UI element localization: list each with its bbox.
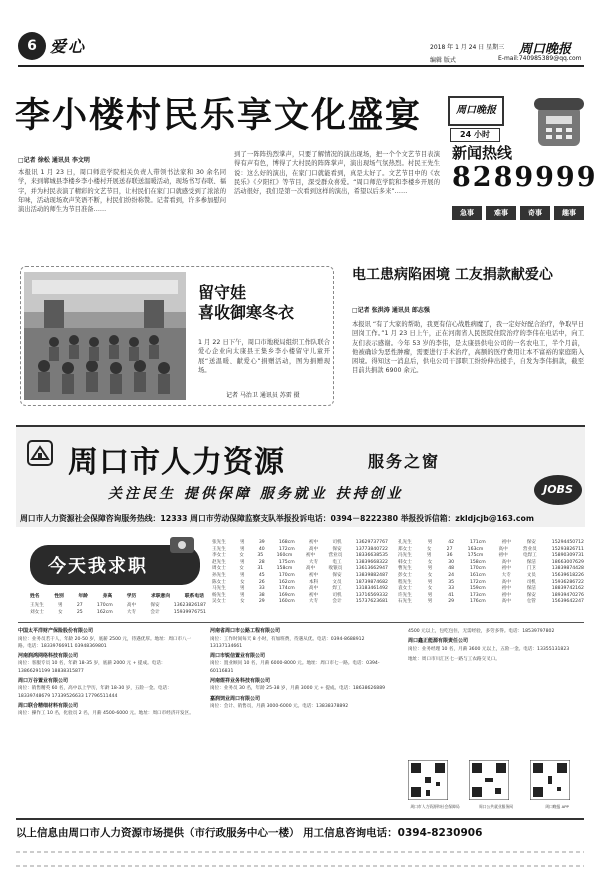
job-seeker-cell: 13839882487 xyxy=(355,572,388,578)
job-seeker-cell: 保安 xyxy=(332,572,342,578)
job-seeker-cell: 13629737767 xyxy=(355,540,388,545)
job-seeker-cell: 初中 xyxy=(501,566,511,572)
main-story-col1: 本报讯 1 月 23 日，周口师范学院相关负责人带领书法家和 30 余名同学，来到郸城县李楼乡李小楼村开展送春联送温暖活动，现场书写春联、福字，并为村民表演了精彩的文艺节目，让村民们在家门口就感受到了浓浓的年味，活动现场欢声笑语不断，村民们纷纷称赞。记者看到，许多参加慰问演出活动的师生为节目准备…… xyxy=(18,169,226,214)
job-seeker-cell: 男 xyxy=(427,599,433,605)
newspaper-brand: 周口晚报 xyxy=(519,42,572,57)
job-seeker-cell: 孙先生 xyxy=(212,572,226,578)
children-receiving-coats-photo xyxy=(24,272,186,400)
hotline-ad xyxy=(448,96,598,228)
job-seeker-cell: 吴女士 xyxy=(212,599,226,605)
job-seeker-cell: 35 xyxy=(448,579,455,585)
col-age: 年龄 xyxy=(78,594,88,599)
job-seeker-cell: 170cm xyxy=(278,572,295,578)
job-seeker-cell: 保安 xyxy=(526,540,536,545)
job-table-right xyxy=(398,540,584,606)
job-seeker-cell: 女 xyxy=(426,546,432,552)
job-seeker-cell: 171cm xyxy=(469,540,486,545)
job-seeker-cell: 保安 xyxy=(332,546,342,552)
hotline-tag: 急事 xyxy=(452,206,482,220)
job-seeker-row xyxy=(398,573,584,580)
main-headline: 李小楼村民乐享文化盛宴 xyxy=(15,95,423,136)
job-seeker-cell: 保洁 xyxy=(526,586,536,592)
job-seeker-cell: 袁女士 xyxy=(398,586,412,592)
job-seeker-cell: 170cm xyxy=(96,603,113,608)
job-seeker-cell: 160cm xyxy=(278,599,295,605)
job-seeker-row xyxy=(398,566,584,573)
banner-title: 周口市人力资源 xyxy=(68,445,285,480)
hr-service-banner xyxy=(16,425,585,527)
qr-code-icon[interactable] xyxy=(408,760,448,800)
company-details: 4500 元以上，包吃包住，无需经验，多劳多得。电话：18539797802 xyxy=(408,629,555,634)
company-details: 岗位：会计、销售员，月薪 3000-6000 元。电话：13838378892 xyxy=(210,704,349,710)
hotline-number: 8289999 xyxy=(452,162,598,193)
job-seeker-cell: 163cm xyxy=(467,546,484,552)
job-seeker-cell: 电焊工 xyxy=(522,553,537,559)
job-seeker-cell: 27 xyxy=(76,603,83,608)
job-seeker-cell: 女 xyxy=(240,599,245,605)
job-seeker-cell: 初中 xyxy=(308,592,319,598)
job-seeker-cell: 本科 xyxy=(308,579,319,585)
col-name: 姓名 xyxy=(30,594,40,599)
photo-story-title-line2: 喜收御寒冬衣 xyxy=(198,303,295,322)
job-seeker-cell: 161cm xyxy=(469,572,486,578)
col-intention: 求职意向 xyxy=(150,594,171,599)
hotline-24h-badge: 24 小时 xyxy=(450,128,500,142)
hotline-title: 新闻热线 xyxy=(452,144,513,162)
job-seeker-cell: 160cm xyxy=(276,553,293,559)
job-seeker-cell: 马先生 xyxy=(212,586,226,592)
donate-story-body: 本报讯 “有了大家的帮助，我更有信心战胜病魔了，我一定好好配合治疗，争取早日回岗工作。”1 月 23 日上午，正在河南省人民医院住院治疗的李伟在电话中，向工友们表示感谢。今年 53 岁的李伟，是太康县供电公司的一名农电工，半个月前，他被确诊为恶性肿瘤，需要进行手术治疗，高额的医疗费用让本不富裕的家庭陷入困境。得知这一消息后，供电公司干部职工纷纷伸出援手，自发为李伟捐款，截至目前共捐款 6900 余元。 xyxy=(352,321,584,375)
job-seeker-cell: 29 xyxy=(448,599,455,605)
job-seeker-cell: 40 xyxy=(258,546,265,552)
hotline-tag: 奇事 xyxy=(520,206,550,220)
company-listing xyxy=(408,628,586,635)
job-seeker-row xyxy=(212,586,388,593)
job-seeker-cell: 男 xyxy=(240,559,245,565)
company-details: 岗位：业务经理 10 名，月薪 3600 元以上，五险一金。电话：13355131823 xyxy=(408,646,570,652)
job-seeker-row xyxy=(212,566,388,573)
job-table-left xyxy=(30,603,206,616)
job-seeker-cell: 15737623681 xyxy=(355,599,388,605)
section-divider xyxy=(18,622,584,623)
job-seeker-cell: 大专 xyxy=(308,559,319,565)
photo-caption: 1 月 22 日下午，周口市地税局组织工作队联合爱心企业向太康县王集乡李小楼留守儿童开展“送温暖、献爱心”捐赠活动，图为捐赠现场。 xyxy=(198,339,330,374)
col-gender: 性别 xyxy=(54,594,64,599)
job-logo-text: 今天我求职 xyxy=(48,556,148,577)
company-listing xyxy=(18,703,196,718)
header-rule xyxy=(18,65,584,67)
job-seeker-cell: 15639642247 xyxy=(551,599,584,605)
job-seeker-cell: 男 xyxy=(240,540,245,545)
banner-slogan: 关注民生 提供保障 服务就业 扶持创业 xyxy=(108,486,404,502)
job-seeker-cell: 男 xyxy=(426,553,432,559)
donate-byline: □记者 张洪涛 通讯员 郎志强 xyxy=(352,307,430,314)
company-name: 嘉润饲业周口有限公司 xyxy=(210,695,261,702)
job-seeker-cell: 41 xyxy=(448,592,455,598)
hotline-logo-text: 周口晚报 xyxy=(456,105,496,116)
job-seeker-cell: 高中 xyxy=(308,586,319,592)
qr-code-icon[interactable] xyxy=(530,760,570,800)
job-seeker-cell: 男 xyxy=(240,592,245,598)
job-seeker-cell: 175cm xyxy=(467,553,484,559)
job-seeker-cell: 172cm xyxy=(469,579,486,585)
company-name: 周口万谷置业有限公司 xyxy=(18,677,69,684)
header-email: E-mail:740985389@qq.com xyxy=(498,55,582,62)
col-phone: 联系电话 xyxy=(184,594,204,599)
company-name: 中国太平洋财产保险股份有限公司 xyxy=(18,628,94,634)
job-seeker-cell: 15936286722 xyxy=(551,579,584,585)
job-seeker-cell: 48 xyxy=(448,566,455,572)
company-listing xyxy=(18,628,196,650)
job-seeker-cell: 男 xyxy=(240,586,245,592)
qr-code-icon[interactable] xyxy=(469,760,509,800)
donate-headline: 电工患病陷困境 工友捐款献爱心 xyxy=(352,267,553,283)
job-seeker-cell: 172cm xyxy=(278,546,295,552)
company-name: 河南省周口市公路工程有限公司 xyxy=(210,628,281,634)
company-listing xyxy=(210,628,388,650)
job-seeker-cell: 赵先生 xyxy=(212,559,226,565)
jobs-badge: JOBS xyxy=(534,475,582,505)
job-seeker-cell: 18939470276 xyxy=(551,592,584,598)
job-seeker-cell: 李女士 xyxy=(212,553,226,559)
company-listing xyxy=(18,678,196,700)
job-seeker-cell: 26 xyxy=(258,579,265,585)
telephone-icon xyxy=(534,98,584,152)
job-seeker-cell: 刘女士 xyxy=(30,609,44,615)
banner-contact-line: 周口市人力资源社会保障咨询服务热线：12333 周口市劳动保障监察支队举报投诉电话：0394－8222380 举报投诉信箱：zkldjcjb@163.com xyxy=(20,514,534,523)
job-seeker-cell: 程先生 xyxy=(398,579,412,585)
job-seeker-row xyxy=(212,553,388,560)
job-seeker-cell: 彭女士 xyxy=(398,572,412,578)
job-seeker-row xyxy=(398,599,584,606)
page-number-badge xyxy=(18,32,46,60)
job-seeker-cell: 郑女士 xyxy=(398,546,412,552)
job-seeker-cell: 许先生 xyxy=(398,592,412,598)
job-seeker-cell: 168cm xyxy=(278,540,295,545)
company-details: 地址：周口市川汇区七一路与工农路交叉口。 xyxy=(408,656,500,662)
main-byline: □记者 徐松 通讯员 李文明 xyxy=(18,157,90,164)
job-seeker-cell: 杨先生 xyxy=(212,592,226,598)
company-details: 岗位：客服专员 10 名，年龄 18-35 岁，底薪 2000 元 + 提成。电话：13866291199 18838315877 xyxy=(18,661,166,674)
job-seeker-cell: 周女士 xyxy=(212,566,226,572)
job-seeker-row xyxy=(398,586,584,593)
hotline-logo xyxy=(448,96,504,126)
job-seeker-cell: 男 xyxy=(427,592,433,598)
col-height: 身高 xyxy=(102,594,113,599)
job-seeker-cell: 冯先生 xyxy=(398,553,412,559)
job-seeker-cell: 会计 xyxy=(150,609,160,615)
company-name: 河南煜祥业务科技有限公司 xyxy=(210,677,271,684)
job-seeker-cell: 13716569332 xyxy=(355,592,388,598)
banner-subtitle: 服务之窗 xyxy=(368,452,441,471)
qr-label: 周口公共就业服务网 xyxy=(478,804,514,809)
job-seeker-cell: 营业员 xyxy=(522,546,537,552)
job-seeker-cell: 33 xyxy=(258,586,265,592)
job-table-middle xyxy=(212,540,388,606)
job-seeker-cell: 35 xyxy=(257,553,264,559)
job-seeker-cell: 15639618226 xyxy=(551,572,584,578)
job-table-header xyxy=(30,592,204,599)
job-seeker-cell: 保安 xyxy=(526,592,536,598)
job-seeker-cell: 大专 xyxy=(308,599,319,605)
job-seeker-cell: 男 xyxy=(240,572,245,578)
job-seeker-cell: 张先生 xyxy=(212,540,226,545)
job-seeker-cell: 女 xyxy=(239,553,244,559)
job-seeker-cell: 初中 xyxy=(501,586,511,592)
job-seeker-row xyxy=(212,573,388,580)
job-seeker-cell: 司机 xyxy=(332,540,342,545)
job-seeker-cell: 文员 xyxy=(526,572,536,578)
main-story-col2: 到了一阵阵热烈掌声，只要了解情况的演出现场，把一个个文艺节目表演得有声有色，博得了大村民的阵阵掌声，演出现场气氛热烈。村民王先生说：这么好的演出，在家门口就能看到，真是太好了。文艺节目中的《农民乐》《夕阳红》等节目，深受群众喜爱。“周口师范学院和李楼乡开展的活动很好，我们是第一次看到这样的演出，希望以后多来”…… xyxy=(234,151,440,196)
company-details: 岗位：置业顾问 10 名，月薪 6000-8000 元。地址：周口市七一路。电话：0394-60116831 xyxy=(210,661,380,674)
job-seeker-cell: 男 xyxy=(58,603,63,608)
job-seeker-cell: 文员 xyxy=(332,579,342,585)
job-seeker-cell: 女 xyxy=(427,572,433,578)
company-details: 岗位：工作时间每天 8 小时，有加班费，待遇从优。电话：0394-8688912 13137134661 xyxy=(210,636,365,649)
job-seeker-cell: 女 xyxy=(427,559,433,565)
job-seeker-cell: 营业员 xyxy=(328,553,343,559)
company-name: 河南润鸿网络科技有限公司 xyxy=(18,652,79,659)
job-seeker-cell: 初中 xyxy=(501,540,511,545)
job-seeker-cell: 27 xyxy=(446,546,453,552)
job-seeker-row xyxy=(398,553,584,560)
job-seeker-cell: 30 xyxy=(448,559,455,565)
qr-label: 周口市人力资源和社会保障局 xyxy=(410,804,460,809)
job-seeker-cell: 初中 xyxy=(305,553,316,559)
company-col-1 xyxy=(18,628,196,720)
job-seeker-cell: 169cm xyxy=(278,592,295,598)
job-seeker-cell: 石先生 xyxy=(398,599,412,605)
job-seeker-cell: 保洁 xyxy=(526,559,536,565)
job-seeker-cell: 13613662947 xyxy=(355,566,388,572)
job-seeker-cell: 高中 xyxy=(501,599,511,605)
job-seeker-row xyxy=(30,603,206,610)
job-seeker-cell: 31 xyxy=(257,566,264,572)
job-seeker-cell: 174cm xyxy=(278,586,295,592)
job-seeker-cell: 45 xyxy=(258,572,265,578)
job-seeker-cell: 38 xyxy=(258,592,265,598)
job-seeker-cell: 曹先生 xyxy=(398,566,412,572)
job-seeker-row xyxy=(398,540,584,547)
footer-notice: 以上信息由周口市人力资源市场提供（市行政服务中心一楼） 用工信息咨询电话：0394-8230906 xyxy=(16,827,483,839)
job-seeker-cell: 13839874428 xyxy=(551,566,584,572)
job-seeker-cell: 王先生 xyxy=(212,546,226,552)
page-number: 6 xyxy=(27,38,37,54)
qr-block xyxy=(530,760,584,812)
company-details: 岗位：业务员若干人，年龄 20-50 岁，底薪 2500 元，待遇优厚。地址：周口市八一路。电话：18339766911 03948369801 xyxy=(18,636,192,649)
job-seeker-cell: 29 xyxy=(258,599,265,605)
job-seeker-cell: 25 xyxy=(76,609,83,615)
job-seeker-cell: 13773840722 xyxy=(355,546,388,552)
editors: 编辑 版式 xyxy=(430,57,456,64)
company-col-2 xyxy=(210,628,388,713)
job-seeker-cell: 高中 xyxy=(305,566,316,572)
photo-story-title-line1: 留守娃 xyxy=(198,283,247,302)
job-seeker-cell: 司机 xyxy=(332,592,342,598)
footer-rule xyxy=(16,818,584,820)
qr-label: 周口晚报 APP xyxy=(545,804,569,809)
job-seeker-cell: 162cm xyxy=(96,609,113,615)
company-name: 周口联合精细材料有限公司 xyxy=(18,702,79,709)
job-seeker-cell: 女 xyxy=(427,586,433,592)
job-seeker-cell: 18739874682 xyxy=(355,579,388,585)
job-seeker-cell: 42 xyxy=(448,540,455,545)
job-seeker-cell: 王先生 xyxy=(30,603,44,608)
job-seeker-cell: 13623826187 xyxy=(173,603,206,608)
job-seeker-cell: 保安 xyxy=(150,603,160,608)
company-listing xyxy=(210,653,388,675)
job-seeker-cell: 初中 xyxy=(308,540,319,545)
job-seeker-cell: 33 xyxy=(448,586,455,592)
job-seeker-cell: 24 xyxy=(448,572,455,578)
job-seeker-cell: 电工 xyxy=(332,559,342,565)
job-seeker-cell: 162cm xyxy=(278,579,295,585)
job-seeker-cell: 男 xyxy=(427,566,433,572)
job-seeker-cell: 170cm xyxy=(469,566,486,572)
qr-block xyxy=(469,760,523,812)
company-listing xyxy=(210,696,388,711)
job-seeker-cell: 收银员 xyxy=(328,566,343,572)
section-title: 爱心 xyxy=(50,37,87,56)
job-seeker-cell: 大专 xyxy=(126,609,137,615)
job-seeker-cell: 36 xyxy=(446,553,453,559)
job-seeker-cell: 18839742162 xyxy=(551,586,584,592)
job-seeker-cell: 高中 xyxy=(501,559,511,565)
job-seeker-cell: 门卫 xyxy=(526,566,536,572)
qr-code-area xyxy=(408,760,584,812)
job-seeker-cell: 176cm xyxy=(469,599,486,605)
job-seeker-cell: 女 xyxy=(240,579,245,585)
decorative-border xyxy=(16,846,584,872)
job-seeker-cell: 175cm xyxy=(278,559,295,565)
job-seeker-cell: 18663007629 xyxy=(551,559,584,565)
job-seeker-cell: 男 xyxy=(240,546,245,552)
job-seeker-cell: 司机 xyxy=(526,579,536,585)
photo-credit: 记者 马治卫 通讯员 苏雷 摄 xyxy=(226,392,300,399)
hotline-tag: 趣事 xyxy=(554,206,584,220)
job-seeker-cell: 159cm xyxy=(469,586,486,592)
job-seeker-cell: 18336638535 xyxy=(355,553,388,559)
company-col-3 xyxy=(408,628,586,666)
company-details: 岗位：操作工 10 名，化验员 2 名，月薪 4500-6000 元。地址：周口市经济开发区。 xyxy=(18,711,194,717)
job-seeker-cell: 大专 xyxy=(501,572,511,578)
company-listing xyxy=(210,678,388,693)
job-seeker-cell: 陈女士 xyxy=(212,579,226,585)
job-seeker-cell: 15294450712 xyxy=(551,540,584,545)
job-seeker-cell: 初中 xyxy=(501,592,511,598)
company-listing xyxy=(18,653,196,675)
job-seeker-cell: 女 xyxy=(239,566,244,572)
company-name: 周口市锐信置业有限公司 xyxy=(210,652,266,659)
job-seeker-cell: 孔先生 xyxy=(398,540,412,545)
hr-bureau-logo-icon xyxy=(26,439,54,467)
job-seeker-cell: 韩女士 xyxy=(398,559,412,565)
hotline-tag: 难事 xyxy=(486,206,516,220)
job-seeker-cell: 男 xyxy=(427,540,433,545)
job-seeker-cell: 焊工 xyxy=(332,586,342,592)
job-seeker-cell: 173cm xyxy=(469,592,486,598)
job-seeker-cell: 158cm xyxy=(276,566,293,572)
job-seeker-cell: 初中 xyxy=(498,553,508,559)
qr-block xyxy=(408,760,462,812)
job-seeker-cell: 39 xyxy=(258,540,265,545)
company-details: 岗位：销售精英 60 名，高中以上学历，年龄 18-30 岁，五险一金。电话：18339748679 17339526633 17796511444 xyxy=(18,686,172,699)
job-seeker-cell: 15890309731 xyxy=(551,553,584,559)
issue-date: 2018 年 1 月 24 日 星期三 xyxy=(430,44,505,51)
job-seeker-cell: 高中 xyxy=(498,546,508,552)
job-seeker-cell: 高中 xyxy=(501,579,511,585)
job-seeker-cell: 高中 xyxy=(126,603,137,608)
company-listing xyxy=(408,638,586,653)
job-seeker-cell: 13839668322 xyxy=(355,559,388,565)
company-listing xyxy=(408,656,586,663)
job-seeker-cell: 15293826711 xyxy=(551,546,584,552)
job-seeker-row xyxy=(212,599,388,606)
job-seeker-row xyxy=(212,540,388,547)
job-seeker-cell: 女 xyxy=(58,609,63,615)
company-details: 岗位：业务员 30 名，年龄 25-38 岁，月薪 3000 元 + 提成。电话：18638626889 xyxy=(210,686,386,692)
job-seeker-cell: 男 xyxy=(427,579,433,585)
job-seeker-cell: 初中 xyxy=(308,572,319,578)
col-education: 学历 xyxy=(126,594,137,599)
job-seeker-cell: 高中 xyxy=(308,546,319,552)
job-seeker-cell: 158cm xyxy=(469,559,486,565)
job-seeker-cell: 仓管 xyxy=(526,599,536,605)
job-seeker-cell: 28 xyxy=(258,559,265,565)
job-seeker-cell: 会计 xyxy=(332,599,342,605)
job-seeker-row xyxy=(30,610,206,617)
company-name: 周口鑫正能源有限责任公司 xyxy=(408,638,469,645)
job-seeker-cell: 13183461492 xyxy=(355,586,388,592)
job-seeker-cell: 15939976751 xyxy=(173,609,206,615)
